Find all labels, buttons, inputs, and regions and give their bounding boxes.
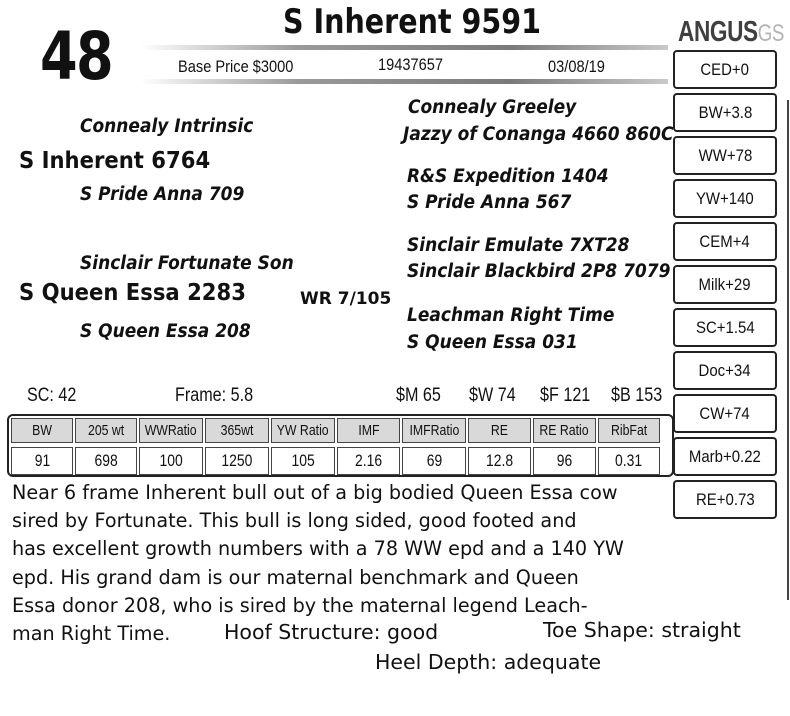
- epd-re-value: RE+0.73: [695, 489, 755, 509]
- angus-gs-logo: [678, 16, 784, 49]
- value-imf: 2.16: [354, 451, 383, 470]
- description-line: has excellent growth numbers with a 78 WW epd and a 140 YW: [12, 537, 624, 561]
- birth-date: 03/08/19: [548, 57, 605, 76]
- epd-cw: [673, 394, 777, 433]
- epd-milk-value: Milk+29: [699, 274, 751, 294]
- epd-ced-value: CED+0: [700, 59, 750, 79]
- header-cell: [533, 418, 596, 443]
- epd-yw-value: YW+140: [696, 188, 754, 208]
- value-cell: [468, 447, 531, 475]
- value-imf-ratio: 69: [426, 451, 442, 470]
- sire-sire-dam: Jazzy of Conanga 4660 860C: [403, 124, 674, 145]
- epd-cw-value: CW+74: [699, 403, 751, 423]
- epd-sc-value: SC+1.54: [695, 317, 755, 337]
- header-cell: [598, 418, 660, 443]
- sire-sire: Connealy Intrinsic: [80, 116, 254, 137]
- header-205wt: 205 wt: [87, 422, 125, 439]
- sire-name: S Inherent 6764: [19, 148, 211, 174]
- dam-dam-dam: S Queen Essa 031: [407, 332, 578, 353]
- value-yw-ratio: 105: [291, 451, 315, 470]
- dam-sire-sire: Sinclair Emulate 7XT28: [407, 235, 630, 256]
- value-cell: [533, 447, 596, 475]
- header-imf: IMF: [357, 422, 380, 439]
- dam-dam-sire: Leachman Right Time: [407, 305, 615, 326]
- epd-milk: [673, 265, 777, 304]
- epd-bw: [673, 93, 777, 132]
- epd-ww-value: WW+78: [698, 145, 752, 165]
- header-cell: [139, 418, 203, 443]
- value-ww-ratio: 100: [159, 451, 183, 470]
- description-line: man Right Time.: [12, 622, 171, 646]
- epd-bw-value: BW+3.8: [698, 102, 752, 122]
- dollar-w: $W 74: [469, 385, 516, 406]
- sire-sire-sire: Connealy Greeley: [408, 97, 577, 118]
- epd-yw: [673, 179, 777, 218]
- header-bw: BW: [32, 422, 52, 439]
- sire-dam: S Pride Anna 709: [80, 184, 245, 205]
- dollar-m: $M 65: [396, 385, 441, 406]
- description-line: Essa donor 208, who is sired by the maternal legend Leach-: [12, 593, 588, 617]
- dam-sire-dam: Sinclair Blackbird 2P8 7079: [407, 261, 671, 282]
- header-ww-ratio: WWRatio: [145, 422, 197, 439]
- performance-header-row: [11, 418, 670, 443]
- value-cell: [402, 447, 466, 475]
- value-cell: [337, 447, 400, 475]
- logo-primary: ANGUS: [678, 16, 758, 48]
- value-re: 12.8: [485, 451, 514, 470]
- performance-table: [7, 414, 674, 477]
- value-205wt: 698: [94, 451, 118, 470]
- header-cell: [75, 418, 137, 443]
- sire-dam-sire: R&S Expedition 1404: [407, 166, 609, 187]
- sire-dam-dam: S Pride Anna 567: [407, 192, 572, 213]
- registration-number: 19437657: [378, 55, 444, 74]
- value-cell: [11, 447, 73, 475]
- header-re: RE: [490, 422, 509, 439]
- header-cell: [337, 418, 400, 443]
- animal-name: S Inherent 9591: [283, 2, 542, 42]
- epd-ww: [673, 136, 777, 175]
- epd-cem: [673, 222, 777, 261]
- value-cell: [139, 447, 203, 475]
- value-ribfat: 0.31: [615, 451, 643, 470]
- header-imf-ratio: IMFRatio: [409, 422, 459, 439]
- dollar-b: $B 153: [611, 385, 663, 406]
- epd-column: [673, 50, 777, 523]
- header-rule-bottom: [140, 79, 668, 84]
- frame-score: Frame: 5.8: [175, 385, 254, 406]
- header-cell: [271, 418, 335, 443]
- description-line: epd. His grand dam is our maternal benchmark and Queen: [12, 565, 579, 589]
- dam-sire: Sinclair Fortunate Son: [80, 253, 294, 274]
- hoof-structure: Hoof Structure: good: [224, 620, 439, 644]
- epd-marb-value: Marb+0.22: [689, 446, 761, 466]
- value-cell: [598, 447, 660, 475]
- right-border: [787, 100, 789, 600]
- dollar-f: $F 121: [540, 385, 591, 406]
- value-bw: 91: [34, 451, 50, 470]
- header-365wt: 365wt: [220, 422, 254, 439]
- header-cell: [205, 418, 269, 443]
- value-cell: [205, 447, 269, 475]
- value-re-ratio: 96: [556, 451, 573, 470]
- dam-name: S Queen Essa 2283: [19, 280, 246, 306]
- header-cell: [402, 418, 466, 443]
- value-cell: [271, 447, 335, 475]
- epd-marb: [673, 437, 777, 476]
- epd-doc-value: Doc+34: [698, 360, 751, 380]
- value-365wt: 1250: [221, 451, 253, 470]
- description-line: Near 6 frame Inherent bull out of a big bodied Queen Essa cow: [12, 481, 618, 504]
- value-cell: [75, 447, 137, 475]
- performance-value-row: [11, 447, 670, 475]
- header-re-ratio: RE Ratio: [539, 422, 590, 439]
- epd-sc: [673, 308, 777, 347]
- epd-cem-value: CEM+4: [699, 231, 751, 251]
- heel-depth: Heel Depth: adequate: [375, 650, 602, 674]
- header-ribfat: RibFat: [610, 422, 648, 439]
- header-rule-top: [140, 45, 668, 50]
- toe-shape: Toe Shape: straight: [543, 618, 741, 642]
- epd-doc: [673, 351, 777, 390]
- header-cell: [11, 418, 73, 443]
- lot-number: 48: [40, 18, 113, 95]
- header-cell: [468, 418, 531, 443]
- header-yw-ratio: YW Ratio: [277, 422, 329, 439]
- scrotal-circumference: SC: 42: [27, 385, 77, 406]
- epd-ced: [673, 50, 777, 89]
- logo-secondary: GS: [757, 20, 785, 47]
- base-price: Base Price $3000: [178, 57, 294, 76]
- weaning-ratio: WR 7/105: [300, 289, 392, 309]
- description-line: sired by Fortunate. This bull is long sided, good footed and: [12, 509, 577, 533]
- dam-dam: S Queen Essa 208: [80, 321, 251, 342]
